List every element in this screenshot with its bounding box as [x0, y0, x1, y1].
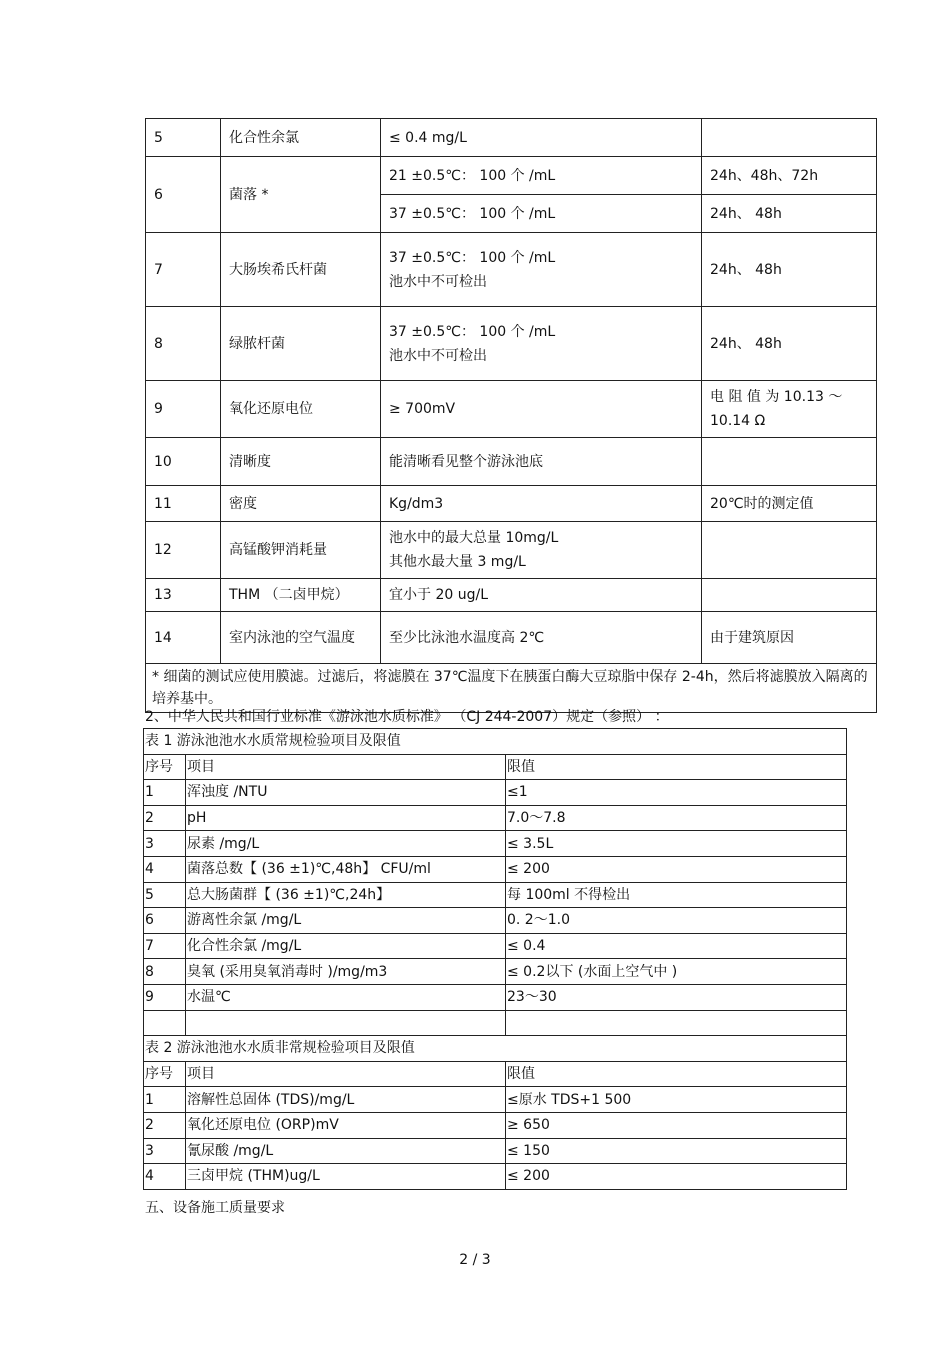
limit-value: 37 ±0.5℃： 100 个 /mL 池水中不可检出 — [381, 233, 702, 307]
item-name: THM （二卤甲烷） — [221, 579, 381, 612]
header-number: 序号 — [144, 1061, 186, 1087]
header-item: 项目 — [186, 1061, 506, 1087]
table-row — [146, 486, 877, 522]
item-name: 氧化还原电位 — [221, 381, 381, 438]
row-number: 8 — [146, 307, 221, 381]
row-number: 7 — [146, 233, 221, 307]
table-row — [144, 856, 847, 882]
table-row — [146, 612, 877, 664]
limit-value: ≥ 650 — [506, 1112, 847, 1138]
item-name: 浑浊度 /NTU — [186, 780, 506, 806]
bacteria-limit-table — [145, 118, 877, 713]
item-name: 绿脓杆菌 — [221, 307, 381, 381]
limit-value: ≥ 700mV — [381, 381, 702, 438]
table-row — [144, 1087, 847, 1113]
table-row — [144, 1112, 847, 1138]
footnote: * 细菌的测试应使用膜滤。过滤后，将滤膜在 37℃温度下在胰蛋白酶大豆琼脂中保存 2-4h，然后将滤膜放入隔离的培养基中。 — [146, 664, 877, 713]
row-number: 9 — [146, 381, 221, 438]
row-number: 5 — [144, 882, 186, 908]
limit-value: 每 100ml 不得检出 — [506, 882, 847, 908]
row-number — [144, 1010, 186, 1036]
header-limit: 限值 — [506, 1061, 847, 1087]
row-number: 1 — [144, 780, 186, 806]
table-row — [146, 233, 877, 307]
table-row — [144, 984, 847, 1010]
table-row — [144, 1164, 847, 1190]
row-number: 3 — [144, 1138, 186, 1164]
table2-title: 表 2 游泳池池水水质非常规检验项目及限值 — [144, 1036, 847, 1062]
table-header-row — [144, 754, 847, 780]
item-name: 清晰度 — [221, 438, 381, 486]
next-section-heading: 五、设备施工质量要求 — [145, 1200, 285, 1216]
item-name: 氰尿酸 /mg/L — [186, 1138, 506, 1164]
limit-value: 能清晰看见整个游泳池底 — [381, 438, 702, 486]
table-row — [146, 522, 877, 579]
row-number: 7 — [144, 933, 186, 959]
row-number: 2 — [144, 1112, 186, 1138]
remark: 由于建筑原因 — [702, 612, 877, 664]
table-title-row — [144, 729, 847, 755]
limit-value: 23～30 — [506, 984, 847, 1010]
item-name: 高锰酸钾消耗量 — [221, 522, 381, 579]
remark — [702, 522, 877, 579]
water-quality-standard-table — [143, 728, 847, 1190]
row-number: 8 — [144, 959, 186, 985]
limit-value: 池水中的最大总量 10mg/L 其他水最大量 3 mg/L — [381, 522, 702, 579]
row-number: 4 — [144, 1164, 186, 1190]
row-number: 3 — [144, 831, 186, 857]
table-row — [144, 831, 847, 857]
table-row — [146, 438, 877, 486]
item-name: 溶解性总固体 (TDS)/mg/L — [186, 1087, 506, 1113]
limit-value: ≤ 0.4 — [506, 933, 847, 959]
remark — [702, 438, 877, 486]
limit-value: ≤ 200 — [506, 856, 847, 882]
row-number: 6 — [144, 908, 186, 934]
item-name: 臭氧 (采用臭氧消毒时 )/mg/m3 — [186, 959, 506, 985]
item-name: 三卤甲烷 (THM)ug/L — [186, 1164, 506, 1190]
remark: 24h、48h、72h — [702, 157, 877, 195]
remark: 24h、 48h — [702, 233, 877, 307]
limit-value: ≤1 — [506, 780, 847, 806]
item-name: 菌落 * — [221, 157, 381, 233]
table-row — [144, 805, 847, 831]
item-name: 化合性余氯 — [221, 119, 381, 157]
item-name: 菌落总数【 (36 ±1)℃,48h】 CFU/ml — [186, 856, 506, 882]
item-name: 氧化还原电位 (ORP)mV — [186, 1112, 506, 1138]
table-row — [146, 307, 877, 381]
item-name: 尿素 /mg/L — [186, 831, 506, 857]
table-row — [144, 908, 847, 934]
row-number: 1 — [144, 1087, 186, 1113]
row-number: 10 — [146, 438, 221, 486]
limit-value: ≤ 0.2以下 (水面上空气中 ) — [506, 959, 847, 985]
table-title-row — [144, 1036, 847, 1062]
remark: 24h、 48h — [702, 195, 877, 233]
limit-value: 至少比泳池水温度高 2℃ — [381, 612, 702, 664]
row-number: 2 — [144, 805, 186, 831]
table-row — [144, 933, 847, 959]
table-row — [146, 119, 877, 157]
item-name: 总大肠菌群【 (36 ±1)℃,24h】 — [186, 882, 506, 908]
remark — [702, 119, 877, 157]
header-number: 序号 — [144, 754, 186, 780]
limit-value: 7.0～7.8 — [506, 805, 847, 831]
table-row — [146, 381, 877, 438]
limit-value: ≤原水 TDS+1 500 — [506, 1087, 847, 1113]
limit-value: ≤ 150 — [506, 1138, 847, 1164]
row-number: 4 — [144, 856, 186, 882]
item-name: pH — [186, 805, 506, 831]
row-number: 12 — [146, 522, 221, 579]
remark: 电 阻 值 为 10.13 ～ 10.14 Ω — [702, 381, 877, 438]
row-number: 11 — [146, 486, 221, 522]
table-row-empty — [144, 1010, 847, 1036]
table-row — [146, 579, 877, 612]
table1-title: 表 1 游泳池池水水质常规检验项目及限值 — [144, 729, 847, 755]
page-number: 2 / 3 — [459, 1252, 491, 1268]
table-row — [144, 1138, 847, 1164]
table-row — [144, 882, 847, 908]
remark: 24h、 48h — [702, 307, 877, 381]
row-number: 14 — [146, 612, 221, 664]
limit-value: 宜小于 20 ug/L — [381, 579, 702, 612]
remark — [702, 579, 877, 612]
item-name: 水温℃ — [186, 984, 506, 1010]
header-item: 项目 — [186, 754, 506, 780]
limit-value — [506, 1010, 847, 1036]
remark: 20℃时的测定值 — [702, 486, 877, 522]
item-name: 化合性余氯 /mg/L — [186, 933, 506, 959]
limit-value: 37 ±0.5℃： 100 个 /mL — [381, 195, 702, 233]
table-row — [144, 959, 847, 985]
row-number: 9 — [144, 984, 186, 1010]
limit-value: ≤ 0.4 mg/L — [381, 119, 702, 157]
row-number: 5 — [146, 119, 221, 157]
item-name: 大肠埃希氏杆菌 — [221, 233, 381, 307]
item-name: 游离性余氯 /mg/L — [186, 908, 506, 934]
limit-value: ≤ 3.5L — [506, 831, 847, 857]
table-row — [146, 157, 877, 195]
table-header-row — [144, 1061, 847, 1087]
header-limit: 限值 — [506, 754, 847, 780]
row-number: 6 — [146, 157, 221, 233]
limit-value: ≤ 200 — [506, 1164, 847, 1190]
limit-value: 37 ±0.5℃： 100 个 /mL 池水中不可检出 — [381, 307, 702, 381]
limit-value: 0. 2～1.0 — [506, 908, 847, 934]
table-row — [144, 780, 847, 806]
item-name — [186, 1010, 506, 1036]
item-name: 密度 — [221, 486, 381, 522]
limit-value: 21 ±0.5℃： 100 个 /mL — [381, 157, 702, 195]
section-heading: 2、中华人民共和国行业标准《游泳池水质标准》 （CJ 244-2007）规定（参照） ： — [145, 709, 669, 725]
item-name: 室内泳池的空气温度 — [221, 612, 381, 664]
row-number: 13 — [146, 579, 221, 612]
limit-value: Kg/dm3 — [381, 486, 702, 522]
